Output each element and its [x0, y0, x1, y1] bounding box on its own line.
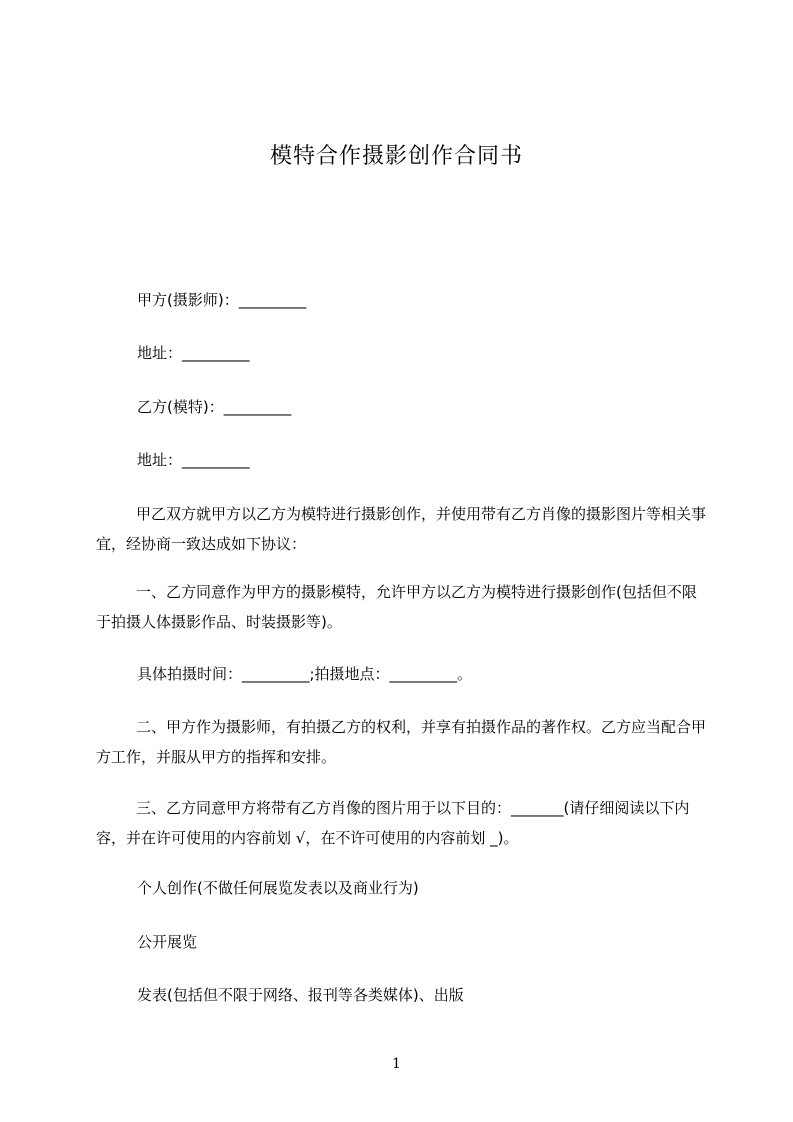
usage-option-publication: 发表(包括但不限于网络、报刊等各类媒体)、出版	[137, 986, 464, 1004]
party-a-line: 甲方(摄影师)：_________	[137, 291, 307, 309]
document-title: 模特合作摄影创作合同书	[269, 144, 523, 169]
page-number: 1	[392, 1056, 401, 1072]
clause-1-paragraph: 一、乙方同意作为甲方的摄影模特，允许甲方以乙方为模特进行摄影创作(包括但不限于拍摄人体摄影作品、时装摄影等)。	[96, 583, 697, 631]
clause-2-paragraph: 二、甲方作为摄影师，有拍摄乙方的权利，并享有拍摄作品的著作权。乙方应当配合甲方工作，并服从甲方的指挥和安排。	[96, 718, 707, 766]
usage-option-exhibition: 公开展览	[137, 933, 198, 951]
preamble-paragraph: 甲乙双方就甲方以乙方为模特进行摄影创作，并使用带有乙方肖像的摄影图片等相关事宜，经协商一致达成如下协议：	[96, 505, 707, 553]
party-a-address-line: 地址：_________	[137, 344, 250, 362]
party-b-line: 乙方(模特)：_________	[137, 398, 292, 416]
clause-3-paragraph: 三、乙方同意甲方将带有乙方肖像的图片用于以下目的：_______(请仔细阅读以下内容，并在许可使用的内容前划 √，在不许可使用的内容前划 _)。	[96, 799, 690, 847]
usage-option-personal: 个人创作(不做任何展览发表以及商业行为)	[137, 879, 419, 897]
shoot-details-line: 具体拍摄时间：_________;拍摄地点：_________。	[137, 665, 473, 683]
party-b-address-line: 地址：_________	[137, 451, 250, 469]
